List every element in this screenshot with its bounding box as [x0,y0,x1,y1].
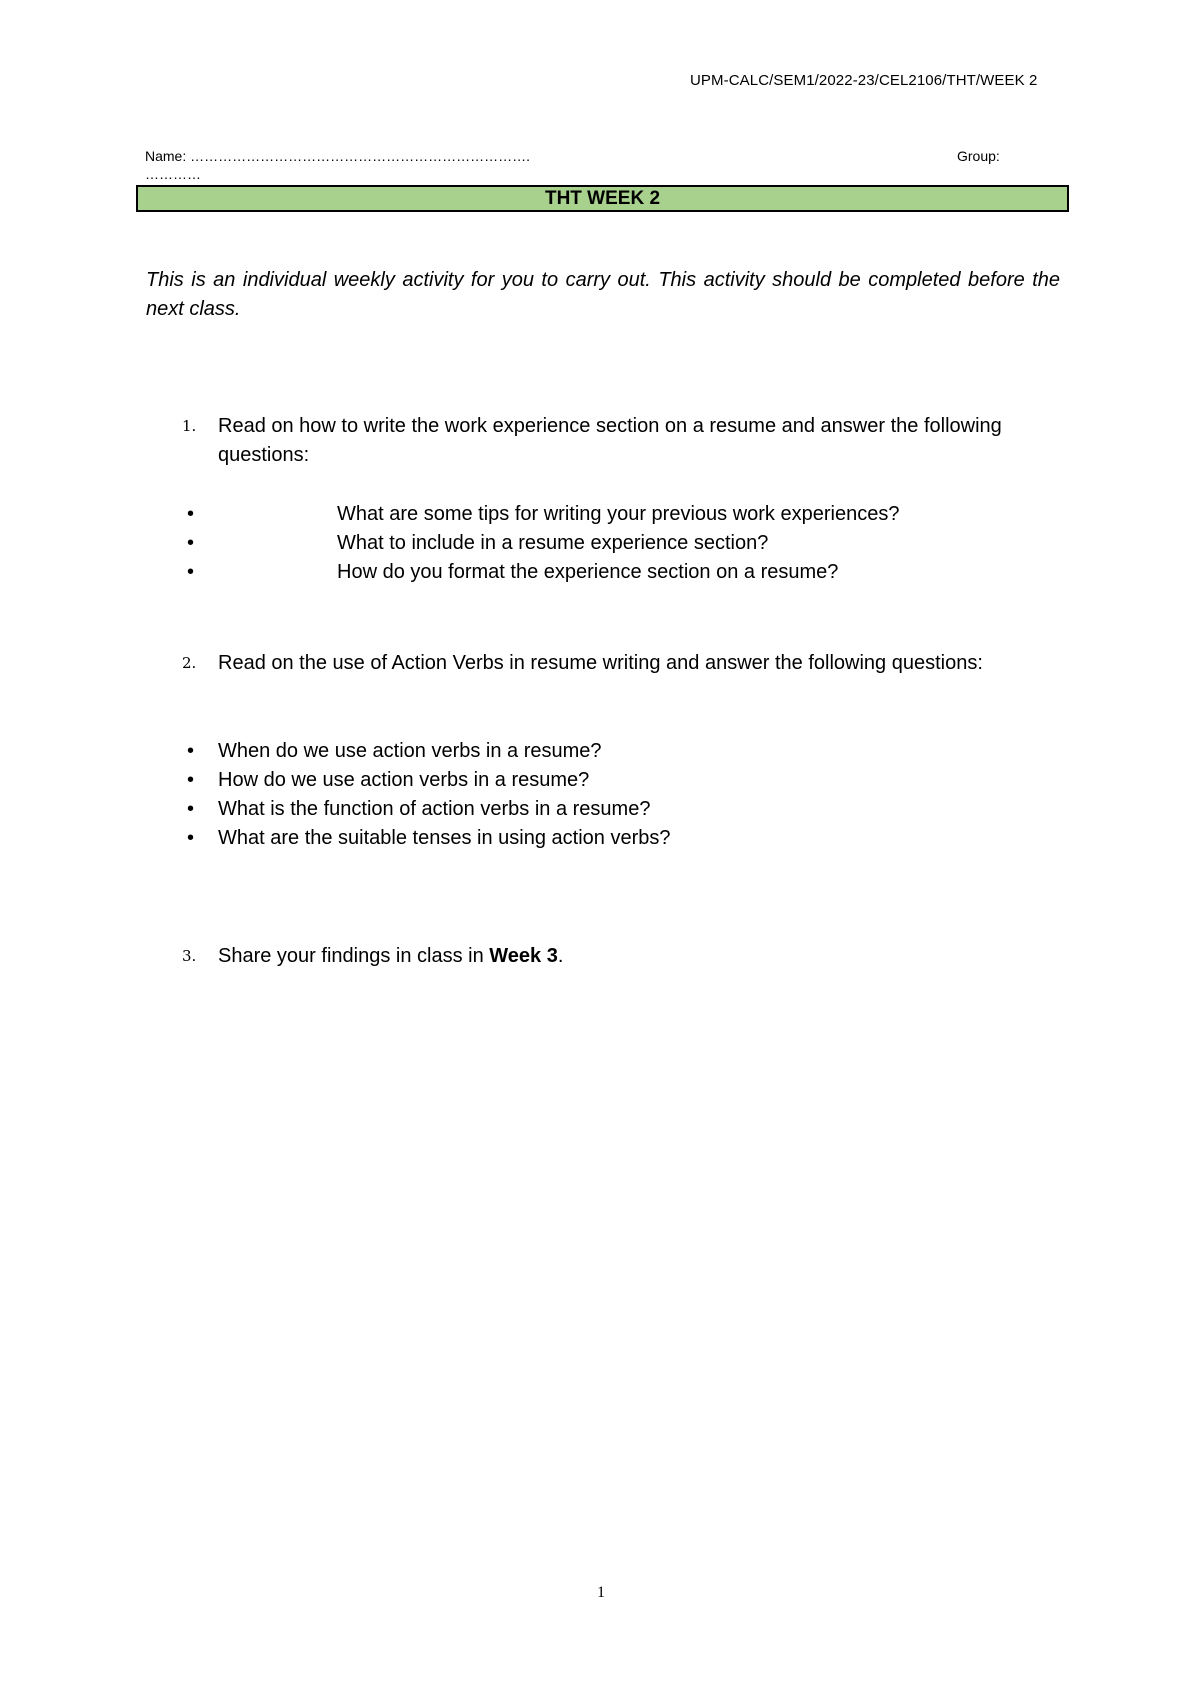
list-item [187,737,887,766]
document-code: UPM-CALC/SEM1/2022-23/CEL2106/THT/WEEK 2 [690,72,1038,89]
list-item-text: What are some tips for writing your previous work experiences? [337,503,900,525]
list-item-text: How do we use action verbs in a resume? [218,769,590,791]
list-item [187,766,887,795]
intro-paragraph: This is an individual weekly activity for you to carry out. This activity should be completed before the next class. [146,269,1060,320]
bullet-icon: • [187,827,195,849]
group-field-label: Group: [957,148,1000,164]
bullet-icon: • [187,798,195,820]
bullet-icon: • [187,561,195,583]
question-text: Read on how to write the work experience section on a resume and answer the following questions: [218,415,1002,466]
list-item [187,500,987,529]
list-item [187,824,887,853]
question-text: Read on the use of Action Verbs in resume writing and answer the following questions: [218,652,983,674]
bullet-icon: • [187,503,195,525]
list-item-text: When do we use action verbs in a resume? [218,740,602,762]
bullet-icon: • [187,532,195,554]
list-item [187,558,987,587]
title-banner: THT WEEK 2 [136,185,1069,212]
list-item-text: What are the suitable tenses in using action verbs? [218,827,671,849]
page-number: 1 [597,1584,605,1601]
list-item-text: What to include in a resume experience section? [337,532,769,554]
week-emphasis: Week 3 [489,945,558,967]
list-item-text: What is the function of action verbs in a resume? [218,798,651,820]
question-text-after: . [557,945,564,967]
list-item-text: How do you format the experience section on a resume? [337,561,839,583]
bullet-icon: • [187,740,195,762]
question-number: 1. [182,417,197,435]
name-field-line-continuation: ………… [145,166,201,182]
name-field-line: Name: ………………………………………………………………. [145,148,531,164]
list-item [187,795,887,824]
bullet-icon: • [187,769,195,791]
list-item [187,529,987,558]
question-text-before: Share your findings in class in [218,945,490,967]
question-number: 2. [182,654,197,672]
question-text [218,942,1008,971]
question-number: 3. [182,947,197,965]
